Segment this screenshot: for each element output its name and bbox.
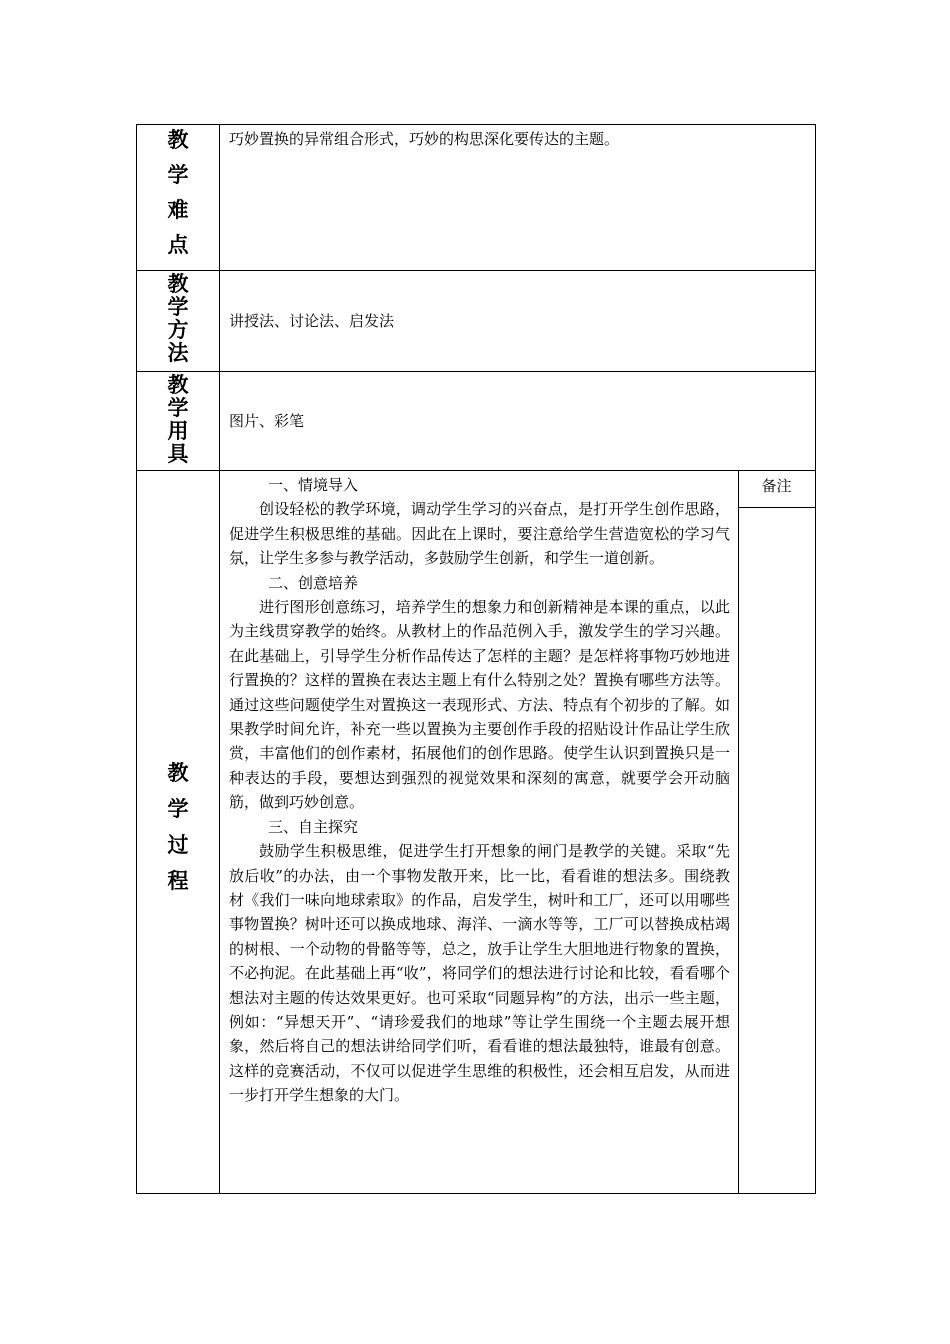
- section-paragraph: 进行图形创意练习，培养学生的想象力和创新精神是本课的重点，以此为主线贯穿教学的始终。从教材上的作品范例入手，激发学生的学习兴趣。在此基础上，引导学生分析作品传达了怎样的主题？是怎样将事物巧妙地进行置换的？这样的置换在表达主题上有什么特别之处？置换有哪些方法等。通过这些问题使学生对置换这一表现形式、方法、特点有个初步的了解。如果教学时间允许，补充一些以置换为主要创作手段的招贴设计作品让学生欣赏，丰富他们的创作素材，拓展他们的创作思路。使学生认识到置换只是一种表达的手段，要想达到强烈的视觉效果和深刻的寓意，就要学会开动脑筋，做到巧妙创意。: [229, 598, 730, 812]
- section-paragraph: 创设轻松的教学环境，调动学生学习的兴奋点，是打开学生创作思路，促进学生积极思维的基础。因此在上课时，要注意给学生营造宽松的学习气氛，让学生多参与教学活动，多鼓励学生创新，和学生一道创新。: [229, 500, 730, 568]
- row-divider-1: [136, 270, 816, 271]
- remark-header: 备注: [761, 477, 792, 495]
- section-paragraph: 鼓励学生积极思维，促进学生打开想象的闸门是教学的关键。采取“先放后收”的办法，由一个事物发散开来，比一比，看看谁的想法多。围绕教材《我们一味向地球索取》的作品，启发学生，树叶和工厂，还可以用哪些事物置换？树叶还可以换成地球、海洋、一滴水等等，工厂可以替换成枯竭的树根、一个动物的骨骼等等，总之，放手让学生大胆地进行物象的置换，不必拘泥。在此基础上再“收”，将同学们的想法进行讨论和比较，看看哪个想法对主题的传达效果更好。也可采取“同题异构”的方法，出示一些主题，例如：“异想天开”、“请珍爱我们的地球”等让学生围绕一个主题去展开想象，然后将自己的想法讲给同学们听，看看谁的想法最独特，谁最有创意。这样的竞赛活动，不仅可以促进学生思维的积极性，还会相互启发，从而进一步打开学生想象的大门。: [229, 842, 730, 1105]
- label-char: 过: [167, 832, 189, 857]
- label-char: 学: [167, 162, 189, 187]
- row-divider-3: [136, 470, 816, 471]
- table-border-bottom: [136, 1193, 816, 1194]
- method-label: [136, 273, 220, 363]
- label-char: 学: [167, 796, 189, 821]
- difficulty-text: 巧妙置换的异常组合形式，巧妙的构思深化要传达的主题。: [229, 130, 620, 148]
- label-char: 程: [167, 868, 189, 893]
- tools-text: 图片、彩笔: [229, 412, 305, 430]
- remark-column-divider: [738, 470, 739, 1194]
- table-border-right: [815, 124, 816, 1194]
- label-char: 具: [167, 441, 189, 466]
- process-body: [229, 473, 730, 1108]
- label-char: 学: [167, 395, 189, 420]
- row-divider-2: [136, 371, 816, 372]
- method-text: 讲授法、讨论法、启发法: [229, 312, 395, 330]
- label-char: 学: [167, 294, 189, 319]
- label-char: 教: [167, 271, 189, 296]
- difficulty-label: [136, 129, 220, 255]
- process-label: [136, 762, 220, 891]
- label-char: 教: [167, 372, 189, 397]
- label-char: 点: [167, 232, 189, 257]
- remark-header-divider: [738, 507, 816, 508]
- section-heading: 三、自主探究: [268, 817, 359, 836]
- label-char: 用: [167, 418, 189, 443]
- label-char: 方: [167, 317, 189, 342]
- section-heading: 二、创意培养: [268, 573, 359, 592]
- label-char: 教: [167, 127, 189, 152]
- section-heading: 一、情境导入: [268, 476, 359, 494]
- label-char: 难: [167, 197, 189, 222]
- label-char: 法: [167, 340, 189, 365]
- tools-label: [136, 374, 220, 464]
- table-border-top: [136, 124, 816, 125]
- label-char: 教: [167, 760, 189, 785]
